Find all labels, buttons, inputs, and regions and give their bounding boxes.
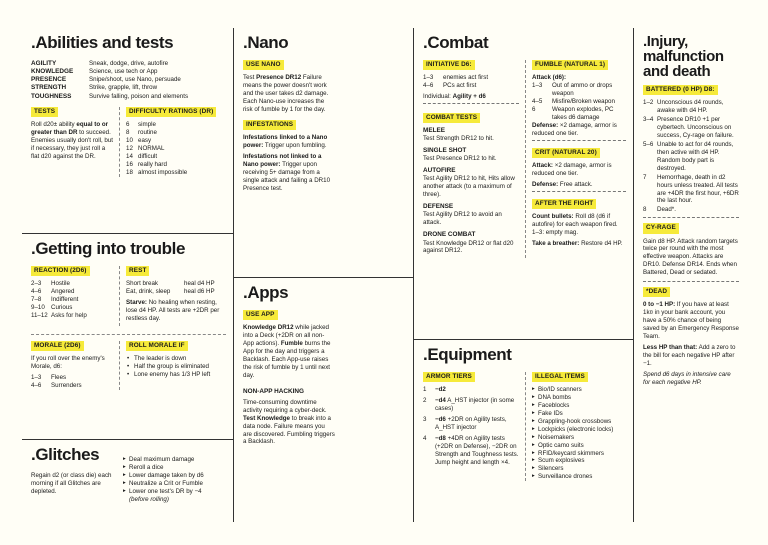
dr-number: 8 [126, 128, 130, 136]
apps-title: .Apps [243, 283, 289, 302]
fumble-roll: 4–5 [532, 97, 543, 105]
dead-text [643, 301, 739, 341]
dr-row [126, 161, 226, 169]
roll-morale-item: • The leader is down [126, 355, 226, 363]
reaction-roll: 9–10 [31, 303, 45, 311]
roll-morale-tag: ROLL MORALE IF [126, 341, 188, 351]
rest-action: Short break [126, 280, 158, 288]
illegal-item: ▸ Fake IDs [532, 410, 626, 418]
app-fumble-text: burns the App for the day and triggers a Backlash. Each App-use raises the risk of fumble by 1 until next day. [243, 339, 331, 379]
cyrage-tag: CY-RAGE [643, 223, 679, 233]
ability-row-knowledge [31, 68, 226, 76]
dr-label: really hard [138, 160, 167, 168]
reaction-roll: 11–12 [31, 311, 48, 319]
battered-row [643, 141, 739, 173]
armor-tier: 1 [423, 386, 427, 394]
reaction-label: Indifferent [51, 295, 79, 303]
reaction-roll: 2–3 [31, 280, 42, 288]
fumble-defense [532, 122, 626, 141]
infestation-linked-head: Infestations linked to a Nano power: [243, 133, 328, 149]
morale-roll: 1–3 [31, 373, 42, 381]
battered-row [643, 116, 739, 140]
starve-label: Starve: [126, 298, 147, 306]
morale-block [31, 341, 113, 390]
morale-row [31, 374, 113, 382]
illegal-item: ▸ Noisemakers [532, 434, 626, 442]
combat-right [525, 60, 626, 259]
nano-content [243, 60, 335, 193]
fumble-row [532, 98, 626, 106]
initiative-row [423, 82, 519, 90]
ability-desc: Sneak, dodge, drive, autofire [89, 59, 169, 67]
reaction-and-rest [31, 266, 226, 326]
morale-label: Surrenders [51, 381, 82, 389]
count-bullets-text: Roll d8 (d6 if autofire) for each weapon fired. 1–3: empty mag. [532, 212, 618, 236]
illegal-item: ▸ Surveillance drones [532, 473, 626, 481]
ability-desc: Survive falling, poison and elements [89, 92, 189, 100]
fumble-row [532, 106, 626, 122]
rest-tag: REST [126, 266, 149, 276]
dead-tag: *DEAD [643, 287, 670, 297]
test-drone-text: Test Knowledge DR12 or flat d20 against DR12. [423, 239, 514, 255]
infestations-tag: INFESTATIONS [243, 120, 296, 130]
test-single-shot-head: SINGLE SHOT [423, 147, 467, 155]
reaction-label: Curious [51, 303, 73, 311]
hacking-c: to break into a data node. Failure means you are discovered. Fumbling triggers a Backlash. [243, 414, 335, 446]
ability-row-toughness [31, 93, 226, 101]
ability-name: AGILITY [31, 59, 57, 67]
tests-and-dr [31, 107, 226, 177]
breather [532, 240, 626, 248]
combat-tests-tag: COMBAT TESTS [423, 113, 480, 123]
reaction-row [31, 288, 113, 296]
armor-value: −d6 [435, 415, 446, 423]
tests-tag: TESTS [31, 107, 58, 117]
dr-label: simple [138, 120, 156, 128]
crit-attack-text: ×2 damage, armor is reduced one tier. [532, 161, 612, 177]
use-app-tag: USE APP [243, 310, 278, 320]
fumble-label: Misfire/Broken weapon [552, 97, 615, 105]
illegal-item: ▸ Bio/ID scanners [532, 386, 626, 394]
roll-morale-block [119, 341, 226, 390]
armor-block [423, 372, 519, 481]
initiative-row [423, 74, 519, 82]
ability-desc: Snipe/shoot, use Nano, persuade [89, 76, 181, 84]
use-nano-a: Test [243, 74, 255, 82]
glitches-text: Regain d2 (or class die) each morning if all Glitches are depleted. [31, 471, 112, 495]
initiative-tag: INITIATIVE D6: [423, 60, 475, 70]
glitches-title: .Glitches [31, 445, 100, 464]
armor-note: A_HST injector (in some cases) [435, 396, 515, 412]
dr-number: 16 [126, 160, 133, 168]
infestation-not-linked-head: Infestations not linked to a Nano power: [243, 152, 322, 168]
crit-defense-text: Free attack. [559, 180, 593, 188]
ability-name: STRENGTH [31, 84, 67, 92]
infestation-not-linked [243, 153, 335, 193]
less-hp [643, 344, 739, 368]
dr-label: easy [138, 136, 152, 144]
starve-text [126, 299, 226, 323]
dr-label: NORMAL [138, 144, 165, 152]
illegal-item: ▸ Silencers [532, 465, 626, 473]
reaction-label: Angered [51, 287, 75, 295]
dr-row [126, 137, 226, 145]
test-autofire-head: AUTOFIRE [423, 167, 456, 175]
starve-desc: No healing when resting, lose d4 HP. All tests are +2DR per restless day. [126, 298, 220, 322]
test-defense-head: DEFENSE [423, 203, 454, 211]
armor-tag: ARMOR TIERS [423, 372, 475, 382]
use-app-a: while jacked into a Deck (+2DR on all non-App actions). [243, 324, 329, 347]
breather-label: Take a breather: [532, 239, 580, 247]
dead-label: 0 to −1 HP: [643, 301, 676, 309]
initiative-individual [423, 93, 519, 104]
battered-text: Unconscious d4 rounds, awake with d4 HP. [657, 99, 724, 115]
battered-list [643, 99, 739, 218]
fumble-tag: FUMBLE (NATURAL 1) [532, 60, 608, 70]
rest-effect: heal d6 HP [184, 287, 215, 295]
reaction-row [31, 304, 113, 312]
crit-tag: CRIT (NATURAL 20) [532, 148, 600, 158]
tests-text-b: equal to or greater than DR [31, 120, 109, 136]
count-bullets [532, 213, 626, 237]
crit-defense-label: Defense: [532, 180, 559, 188]
nano-title: .Nano [243, 33, 289, 52]
battered-text: Unable to act for d4 rounds, then active with d4 HP. Random body part is destroyed. [657, 140, 734, 172]
morale-tag: MORALE (2D6) [31, 341, 84, 351]
dr-label: difficult [138, 152, 158, 160]
morale-intro: If you roll over the enemy's Morale, d6: [31, 354, 105, 370]
hacking-heading: NON-APP HACKING [243, 387, 304, 395]
ability-desc: Science, use tech or App [89, 68, 158, 76]
abilities-list [31, 60, 226, 101]
fumble-label: Weapon explodes, PC takes d6 damage [552, 105, 614, 121]
glitches-list [123, 446, 226, 504]
armor-note: +4DR on Agility tests (+2DR on Defense), −2DR on Strength and Toughness tests. Jump height and length ×4. [435, 434, 519, 466]
dr-number: 14 [126, 152, 133, 160]
hacking-a: Time-consuming downtime activity requiring a cyber-deck. [243, 398, 327, 414]
reaction-row [31, 296, 113, 304]
rest-row [126, 288, 226, 296]
tests-text-c: to succeed. Enemies usually don't roll, but if necessary, they just roll a flat d20 against the DR. [31, 128, 114, 160]
morale-roll: 4–6 [31, 381, 42, 389]
apps-content [243, 310, 335, 447]
count-bullets-label: Count bullets: [532, 212, 574, 220]
initiative-roll: 1–3 [423, 74, 434, 82]
ability-row-presence [31, 76, 226, 84]
armor-row [423, 435, 519, 467]
glitches-left [31, 446, 117, 504]
initiative-label: enemies act first [443, 74, 489, 82]
glitch-note: (before rolling) [129, 495, 169, 503]
illegal-item: ▸ RFID/keycard skimmers [532, 450, 626, 458]
illegal-item: ▸ Optic camo suits [532, 442, 626, 450]
ability-name: PRESENCE [31, 76, 67, 84]
tests-text [31, 121, 113, 161]
armor-row [423, 416, 519, 432]
injury-title: .Injury, malfunction and death [643, 33, 724, 80]
use-app-b: Knowledge DR12 [243, 324, 294, 332]
battered-roll: 1–2 [643, 99, 654, 107]
battered-roll: 5–6 [643, 140, 654, 148]
reaction-label: Asks for help [51, 311, 87, 319]
armor-row [423, 386, 519, 394]
nano-section [234, 28, 414, 278]
reaction-label: Hostile [51, 280, 70, 288]
fumble-label: Out of ammo or drops weapon [552, 81, 613, 97]
illegal-item: ▸ Scum explosives [532, 457, 626, 465]
breather-text: Restore d4 HP. [581, 239, 623, 247]
glitches-layout [31, 446, 226, 504]
rest-effect: heal d4 HP [184, 280, 215, 288]
morale-blocks [31, 334, 226, 390]
dr-row [126, 121, 226, 129]
fumble-defense-label: Defense: [532, 121, 559, 129]
use-nano-tag: USE NANO [243, 60, 284, 70]
test-autofire-text: Test Agility DR12 to hit, Hits allow another attack (to a maximum of three). [423, 175, 515, 199]
armor-value: −d4 [435, 396, 446, 404]
battered-text: Presence DR10 +1 per cybertech. Unconscious on success, Cy-rage on failure. [657, 116, 734, 139]
reaction-roll: 4–6 [31, 287, 42, 295]
battered-roll: 3–4 [643, 116, 654, 124]
reaction-row [31, 280, 113, 288]
trouble-title: .Getting into trouble [31, 239, 186, 258]
glitch-item: ▸ Reroll a dice [123, 464, 226, 472]
use-nano-c: Failure means the power doesn't work and the user takes d2 damage. Each Nano-use increases the risk of fumble by 1 for the day. [243, 74, 329, 113]
test-drone-head: DRONE COMBAT [423, 231, 476, 239]
equipment-title: .Equipment [423, 345, 512, 364]
armor-tier: 3 [423, 415, 427, 423]
app-fumble-b: Fumble [280, 339, 303, 347]
morale-label: Flees [51, 373, 67, 381]
reaction-roll: 7–8 [31, 295, 42, 303]
roll-morale-item: • Half the group is eliminated [126, 363, 226, 371]
dr-label: almost impossible [138, 168, 188, 176]
dr-row [126, 153, 226, 161]
crit-attack [532, 162, 626, 178]
less-hp-desc: Add a zero to the bill for each negative HP after −1. [643, 344, 736, 367]
armor-row [423, 397, 519, 413]
battered-row [643, 206, 739, 214]
combat-section [414, 28, 634, 340]
illegal-item: ▸ Lockpicks (electronic locks) [532, 426, 626, 434]
dr-number: 12 [126, 144, 133, 152]
glitch-item: ▸ Neutralize a Crit or Fumble [123, 480, 226, 488]
fumble-roll: 6 [532, 105, 536, 113]
dr-number: 6 [126, 120, 130, 128]
glitch-item: ▸ Deal maximum damage [123, 456, 226, 464]
use-nano-b: Presence DR12 [256, 74, 302, 82]
initiative-roll: 4–6 [423, 81, 434, 89]
illegal-tag: ILLEGAL ITEMS [532, 372, 588, 382]
ability-name: KNOWLEDGE [31, 68, 74, 76]
battered-text: Dead*. [657, 206, 676, 214]
combat-title: .Combat [423, 33, 489, 52]
infestation-linked-text: Trigger upon fumbling. [264, 141, 327, 149]
rest-block [119, 266, 226, 326]
armor-note: +2DR on Agility tests, A_HST injector [435, 415, 507, 431]
dr-row [126, 129, 226, 137]
illegal-item: ▸ DNA bombs [532, 394, 626, 402]
less-hp-label: Less HP than that: [643, 344, 698, 352]
injury-section [634, 28, 746, 522]
glitch-item: ▸ Lower damage taken by d6 [123, 472, 226, 480]
illegal-item: ▸ Faceblocks [532, 402, 626, 410]
battered-row [643, 99, 739, 115]
crit-attack-label: Attack: [532, 161, 553, 169]
tests-block [31, 107, 113, 177]
individual-label: Individual: [423, 92, 451, 100]
fumble-row [532, 82, 626, 98]
abilities-section [22, 28, 234, 234]
battered-roll: 8 [643, 206, 647, 214]
combat-columns [423, 60, 626, 259]
test-melee-text: Test Strength DR12 to hit. [423, 135, 494, 143]
individual-value: Agility + d6 [452, 92, 486, 100]
armor-tier: 2 [423, 396, 427, 404]
battered-row [643, 174, 739, 206]
apps-section [234, 278, 414, 522]
armor-value: −d2 [435, 386, 446, 394]
after-fight-tag: AFTER THE FIGHT [532, 199, 596, 209]
illegal-item: ▸ Grappling-hook crossbows [532, 418, 626, 426]
glitch-item: ▸ Lower one test's DR by −4 [123, 488, 226, 496]
crit-defense [532, 181, 626, 192]
test-defense-text: Test Agility DR12 to avoid an attack. [423, 211, 502, 227]
dead-desc: If you have at least 1k¤ in your bank account, you have a 50% chance of being saved by an Emergency Response Team. [643, 301, 739, 341]
abilities-title: .Abilities and tests [31, 33, 174, 52]
ability-name: TOUGHNESS [31, 92, 72, 100]
hacking-b: Test Knowledge [243, 414, 290, 422]
rest-action: Eat, drink, sleep [126, 287, 171, 295]
initiative-label: PCs act first [443, 81, 477, 89]
reaction-row [31, 312, 113, 320]
equipment-section [414, 340, 634, 522]
rest-row [126, 280, 226, 288]
armor-tier: 4 [423, 434, 427, 442]
reaction-tag: REACTION (2D6) [31, 266, 90, 276]
battered-roll: 7 [643, 173, 647, 181]
ability-row-agility [31, 60, 226, 68]
dr-number: 10 [126, 136, 133, 144]
armor-value: −d8 [435, 434, 446, 442]
fumble-roll: 1–3 [532, 81, 543, 89]
cyrage-text: Gain d8 HP. Attack random targets twice per round with the most effective weapon. Attacks are DR10. Defense DR14. Ends when Battered, Dead or sedated. [643, 238, 739, 283]
morale-row [31, 382, 113, 390]
dr-row [126, 145, 226, 153]
use-app-text [243, 324, 335, 380]
equipment-columns [423, 372, 626, 481]
dr-tag: DIFFICULTY RATINGS (DR) [126, 107, 216, 117]
infestation-not-linked-text: Trigger upon receiving 5+ damage from a single attack and failing a DR10 Presence test. [243, 160, 331, 192]
illegal-block [525, 372, 626, 481]
glitches-section [22, 440, 234, 522]
combat-left [423, 60, 519, 259]
tests-text-a: Roll d20± ability [31, 120, 75, 128]
battered-text: Hemorrhage, death in d2 hours unless treated. All tests are +4DR the first hour, +6DR the last hour. [657, 173, 739, 205]
ability-row-strength [31, 84, 226, 92]
use-nano-text [243, 74, 335, 114]
dr-block [119, 107, 226, 177]
fumble-attack-head: Attack (d6): [532, 74, 567, 82]
test-melee-head: MELEE [423, 127, 446, 135]
dr-row [126, 169, 226, 177]
dr-number: 18 [126, 168, 133, 176]
dr-label: routine [138, 128, 157, 136]
test-single-shot-text: Test Presence DR12 to hit. [423, 155, 497, 163]
intensive-care: Spend d6 days in intensive care for each negative HP. [643, 370, 731, 386]
roll-morale-item: • Lone enemy has 1/3 HP left [126, 371, 226, 379]
fumble-defense-text: ×2 damage, armor is reduced one tier. [532, 121, 617, 137]
ability-desc: Strike, grapple, lift, throw [89, 84, 158, 92]
battered-tag: BATTERED (0 HP) D8: [643, 85, 718, 95]
trouble-section [22, 234, 234, 440]
hacking-text [243, 399, 335, 447]
infestation-linked [243, 134, 335, 150]
reaction-block [31, 266, 113, 326]
